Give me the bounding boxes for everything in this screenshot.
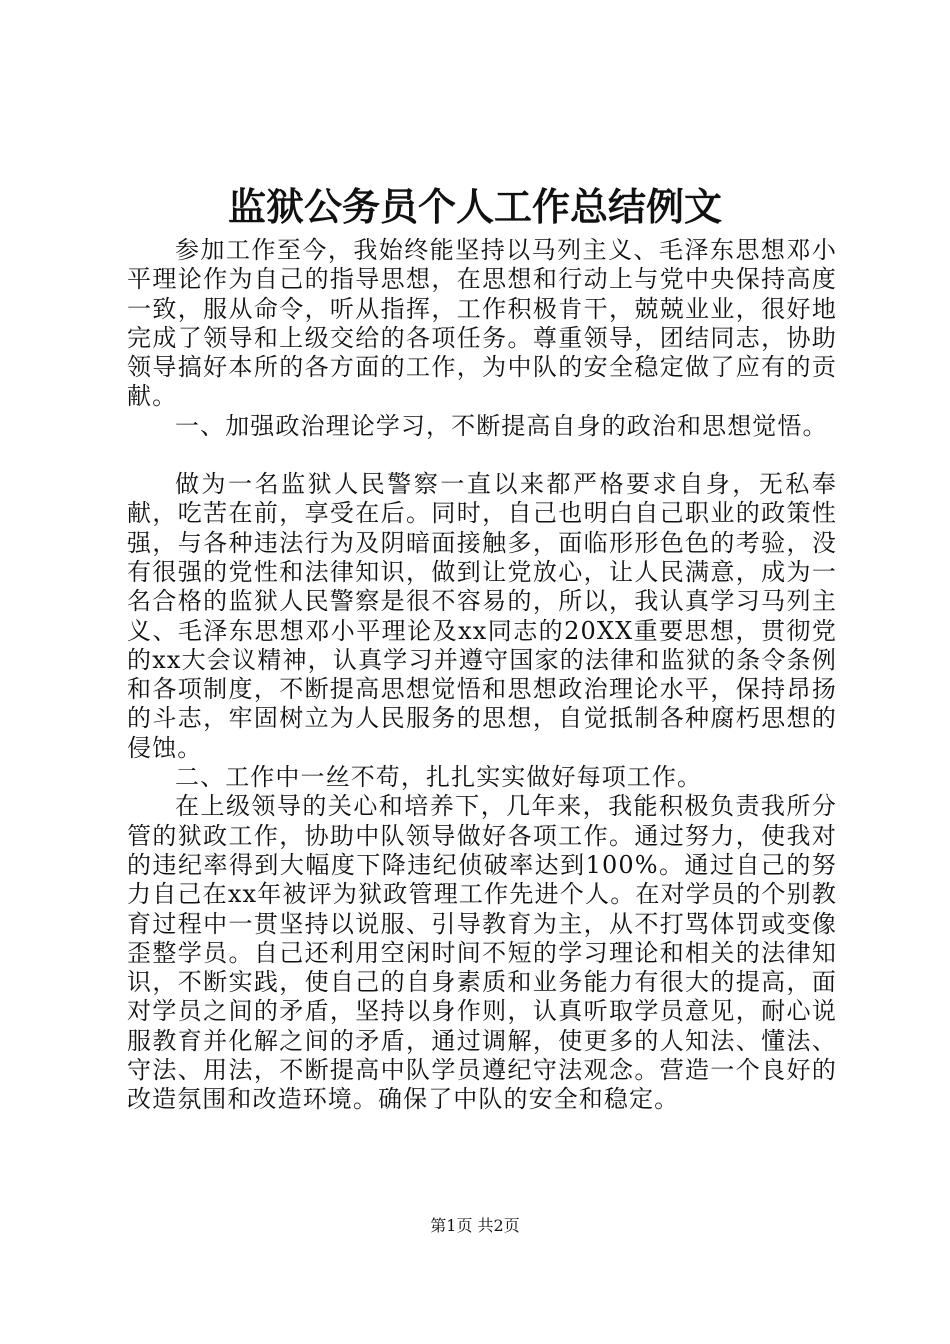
section-heading-2: 二、工作中一丝不苟，扎扎实实做好每项工作。 bbox=[175, 763, 703, 792]
paragraph-section-1: 做为一名监狱人民警察一直以来都严格要求自身，无私奉献，吃苦在前，享受在后。同时，自己也明白自己职业的政策性强，与各种违法行为及阴暗面接触多，面临形形色色的考验，没有很强的党性和法律知识，做到让党放心，让人民满意，成为一名合格的监狱人民警察是很不容易的，所以，我认真学习马列主义、毛泽东思想邓小平理论及xx同志的20XX重要思想，贯彻党的xx大会议精神，认真学习并遵守国家的法律和监狱的条令条例和各项制度，不断提高思想觉悟和思想政治理论水平，保持昂扬的斗志，牢固树立为人民服务的思想，自觉抵制各种腐朽思想的侵蚀。 bbox=[127, 470, 837, 762]
document-body bbox=[127, 236, 837, 1115]
paragraph-section-2: 在上级领导的关心和培养下，几年来，我能积极负责我所分管的狱政工作，协助中队领导做好各项工作。通过努力，使我对的违纪率得到大幅度下降违纪侦破率达到100%。通过自己的努力自己在xx年被评为狱政管理工作先进个人。在对学员的个别教育过程中一贯坚持以说服、引导教育为主，从不打骂体罚或变像歪整学员。自己还利用空闲时间不短的学习理论和相关的法律知识，不断实践，使自己的自身素质和业务能力有很大的提高，面对学员之间的矛盾，坚持以身作则，认真听取学员意见，耐心说服教育并化解之间的矛盾，通过调解，使更多的人知法、懂法、守法、用法，不断提高中队学员遵纪守法观念。营造一个良好的改造氛围和改造环境。确保了中队的安全和稳定。 bbox=[127, 792, 837, 1114]
paragraph-intro: 参加工作至今，我始终能坚持以马列主义、毛泽东思想邓小平理论作为自己的指导思想，在思想和行动上与党中央保持高度一致，服从命令，听从指挥，工作积极肯干，兢兢业业，很好地完成了领导和上级交给的各项任务。尊重领导，团结同志，协助领导搞好本所的各方面的工作，为中队的安全稳定做了应有的贡献。 bbox=[127, 236, 837, 411]
page-number-footer: 第1页 共2页 bbox=[430, 1216, 520, 1235]
section-heading-1: 一、加强政治理论学习，不断提高自身的政治和思想觉悟。 bbox=[175, 411, 828, 440]
document-title: 监狱公务员个人工作总结例文 bbox=[227, 184, 722, 229]
